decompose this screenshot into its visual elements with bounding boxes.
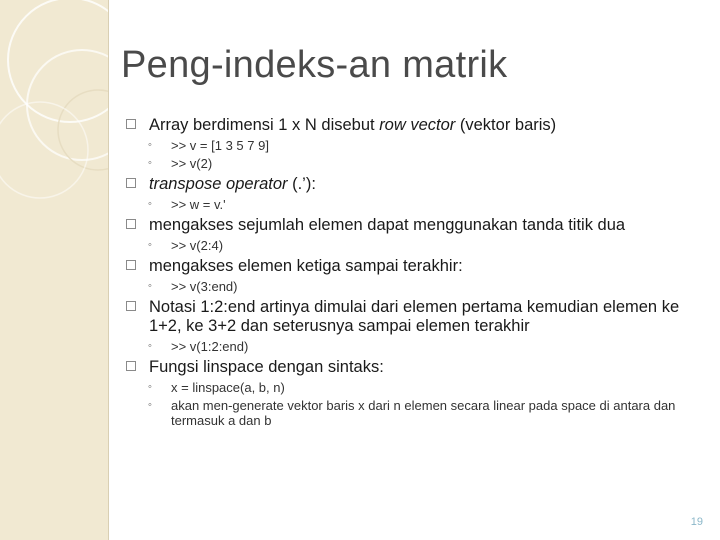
circle-bullet-icon: ◦ bbox=[148, 198, 152, 210]
bullet-text-plain: mengakses elemen ketiga sampai terakhir: bbox=[149, 257, 463, 275]
bullet-line bbox=[126, 116, 696, 135]
decorative-circles bbox=[0, 0, 108, 540]
bullet-text bbox=[149, 257, 696, 276]
bullet-text bbox=[149, 175, 696, 194]
sub-bullet-line bbox=[126, 138, 696, 153]
sub-bullet-text: x = linspace(a, b, n) bbox=[171, 380, 285, 395]
bullet-line bbox=[126, 257, 696, 276]
sub-bullet-line bbox=[126, 339, 696, 354]
square-bullet-icon bbox=[126, 178, 136, 188]
sub-bullet-text: >> w = v.' bbox=[171, 197, 226, 212]
bullet-line bbox=[126, 358, 696, 377]
bullet-line bbox=[126, 298, 696, 336]
bullet-item bbox=[126, 175, 696, 212]
sub-bullet-text: >> v(2:4) bbox=[171, 238, 224, 253]
bullet-text bbox=[149, 116, 696, 135]
sub-bullet-line bbox=[126, 380, 696, 395]
bullet-text-italic: row vector bbox=[379, 116, 456, 134]
sidebar-divider bbox=[108, 0, 109, 540]
bullet-text bbox=[149, 298, 696, 336]
bullet-text-plain: mengakses sejumlah elemen dapat menggunakan tanda titik dua bbox=[149, 216, 626, 234]
sub-bullet-text: >> v = [1 3 5 7 9] bbox=[171, 138, 269, 153]
bullet-text bbox=[149, 358, 696, 377]
bullet-text-plain: Notasi 1:2:end artinya dimulai dari elemen pertama kemudian elemen ke 1+2, ke 3+2 dan seterusnya sampai elemen terakhir bbox=[149, 298, 680, 335]
sub-bullet-line bbox=[126, 156, 696, 171]
square-bullet-icon bbox=[126, 119, 136, 129]
circle-bullet-icon: ◦ bbox=[148, 139, 152, 151]
sub-bullet-text: >> v(3:end) bbox=[171, 279, 238, 294]
square-bullet-icon bbox=[126, 260, 136, 270]
bullet-text-suffix: (.’): bbox=[287, 175, 316, 193]
square-bullet-icon bbox=[126, 361, 136, 371]
page-number: 19 bbox=[690, 516, 703, 528]
circle-bullet-icon: ◦ bbox=[148, 399, 152, 411]
circle-bullet-icon: ◦ bbox=[148, 157, 152, 169]
bullet-text-suffix: (vektor baris) bbox=[455, 116, 557, 134]
sub-bullet-text: >> v(2) bbox=[171, 156, 213, 171]
bullet-item bbox=[126, 358, 696, 428]
bullet-line bbox=[126, 175, 696, 194]
sub-bullet-line bbox=[126, 279, 696, 294]
bullet-item bbox=[126, 257, 696, 294]
sub-bullet-text: akan men-generate vektor baris x dari n elemen secara linear pada space di antara dan termasuk a dan b bbox=[171, 398, 676, 428]
square-bullet-icon bbox=[126, 301, 136, 311]
circle-bullet-icon: ◦ bbox=[148, 239, 152, 251]
bullet-line bbox=[126, 216, 696, 235]
circle-bullet-icon: ◦ bbox=[148, 280, 152, 292]
circle-bullet-icon: ◦ bbox=[148, 381, 152, 393]
slide-title: Peng-indeks-an matrik bbox=[121, 44, 508, 86]
bullet-text-italic: transpose operator bbox=[149, 175, 288, 193]
bullet-text-plain: Fungsi linspace dengan sintaks: bbox=[149, 358, 384, 376]
bullet-text-plain: Array berdimensi 1 x N disebut bbox=[149, 116, 380, 134]
square-bullet-icon bbox=[126, 219, 136, 229]
bullet-text bbox=[149, 216, 696, 235]
bullet-item bbox=[126, 216, 696, 253]
bullet-item bbox=[126, 116, 696, 171]
circle-bullet-icon: ◦ bbox=[148, 340, 152, 352]
sub-bullet-line bbox=[126, 398, 696, 428]
sub-bullet-line bbox=[126, 238, 696, 253]
sub-bullet-text: >> v(1:2:end) bbox=[171, 339, 249, 354]
sub-bullet-line bbox=[126, 197, 696, 212]
decorative-sidebar bbox=[0, 0, 108, 540]
bullet-item bbox=[126, 298, 696, 354]
slide-content bbox=[126, 116, 696, 432]
